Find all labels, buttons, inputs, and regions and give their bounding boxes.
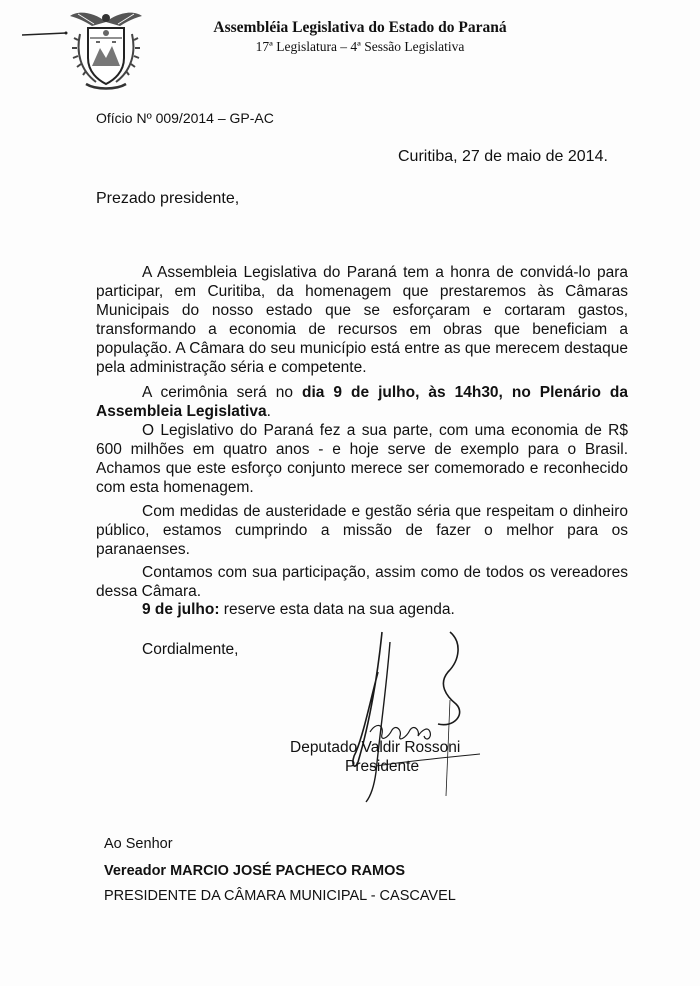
letter-date: Curitiba, 27 de maio de 2014.	[398, 148, 608, 165]
paragraph-invitation: A Assembleia Legislativa do Paraná tem a honra de convidá-lo para participar, em Curitiba, da homenagem que prestaremos às Câmaras Municipais do nosso estado que se esforçaram e cortaram gastos, transformando a economia de recursos em obras que beneficiam a população. A Câmara do seu município está entre as que merecem destaque pela administração séria e competente.	[96, 264, 628, 376]
closing: Cordialmente,	[142, 641, 239, 658]
recipient-title: PRESIDENTE DA CÂMARA MUNICIPAL - CASCAVEL	[104, 888, 456, 904]
ceremony-details: dia 9 de julho, às 14h30, no Plenário da Assembleia Legislativa	[96, 384, 629, 420]
parana-coat-of-arms-icon	[66, 8, 146, 92]
office-reference: Ofício Nº 009/2014 – GP-AC	[96, 110, 274, 126]
recipient-name: Vereador MARCIO JOSÉ PACHECO RAMOS	[104, 863, 406, 879]
paragraph-austerity: Com medidas de austeridade e gestão séria que respeitam o dinheiro público, estamos cumprindo a missão de fazer o melhor para os paranaenses.	[96, 503, 628, 558]
letterhead	[150, 18, 570, 55]
handwritten-signature	[330, 612, 500, 812]
scan-mark-decoration	[22, 30, 68, 38]
paragraph-participation: Contamos com sua participação, assim como de todos os vereadores dessa Câmara.	[96, 564, 628, 600]
save-date-text: reserve esta data na sua agenda.	[219, 601, 455, 618]
signer-role: Presidente	[345, 758, 420, 775]
letterhead-title: Assembléia Legislativa do Estado do Paraná	[213, 19, 507, 36]
signer-name: Deputado Valdir Rossoni	[290, 739, 461, 756]
paragraph-economy: O Legislativo do Paraná fez a sua parte, com uma economia de R$ 600 milhões em quatro anos - e hoje serve de exemplo para o Brasil. Achamos que este esforço conjunto merece ser comemorado e reconhecido com esta homenagem.	[96, 422, 628, 496]
salutation: Prezado presidente,	[96, 190, 240, 207]
save-date-highlight: 9 de julho:	[142, 601, 220, 618]
paragraph-ceremony	[96, 383, 628, 421]
recipient-salutation: Ao Senhor	[104, 836, 173, 852]
ceremony-intro: A cerimônia será no	[142, 384, 303, 401]
ceremony-end: .	[266, 403, 271, 420]
letterhead-subtitle: 17ª Legislatura – 4ª Sessão Legislativa	[255, 39, 465, 54]
